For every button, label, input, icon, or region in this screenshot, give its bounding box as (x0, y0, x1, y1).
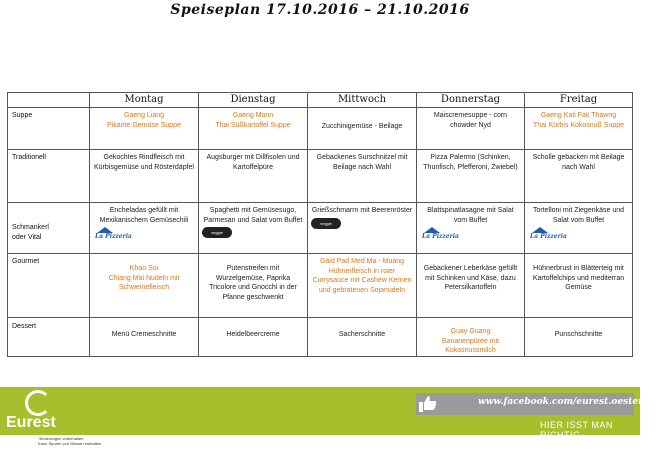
pizzeria-logo (422, 227, 521, 240)
dish-name: Putenstreifen mit Wurzelgemüse, Paprika Tricolore und Gnocchi in der Pfanne geschwenkt (209, 265, 297, 301)
menu-cell (90, 108, 199, 150)
dish-desc: Bananenpüree mit Kokosnussmilch (441, 337, 500, 354)
dish-name: Maiscremesuppe - corn chowder Nyd (433, 112, 508, 129)
dish-name: Gaeng Liang (123, 112, 165, 119)
menu-cell (308, 318, 417, 357)
row-suppe (8, 108, 633, 150)
menu-cell (90, 318, 199, 357)
menu-cell (199, 203, 308, 254)
pizzeria-logo-text: La Pizzeria (530, 233, 567, 240)
dish-name: Sacherschnitte (338, 331, 386, 338)
menu-cell: Gekochtes Rindfleisch mit Kürbisgemüse und Rösterdäpfel (90, 150, 199, 203)
menu-cell (417, 108, 525, 150)
dish-name: Heidelbeercreme (226, 331, 280, 338)
veggie-badge: veggie (202, 227, 232, 238)
header-row (8, 93, 633, 108)
logo-ring-icon (25, 390, 51, 416)
menu-cell: Scholle gebacken mit Beilage nach Wahl (525, 150, 633, 203)
menu-cell (308, 254, 417, 318)
menu-cell (90, 203, 199, 254)
dish-desc: Hühnerfleisch in roter Currysauce mit Cashew Kernen und gebratenen Sojanudeln (312, 267, 412, 294)
corner-cell (8, 93, 90, 108)
dish-name: Guay Guang (450, 328, 491, 335)
menu-cell (525, 203, 633, 254)
brand-name: Eurest (6, 414, 56, 431)
dish-name: Gaeng Mann (232, 112, 274, 119)
dish-name: Gebackener Leberkäse gefüllt mit Schinken und Käse, dazu Petersilkartoffeln (423, 265, 518, 291)
dish-name: Grießschmarrn mit Beerenröster (311, 207, 413, 214)
menu-cell (199, 254, 308, 318)
page-title: Speiseplan 17.10.2016 – 21.10.2016 (170, 2, 470, 18)
day-header: Freitag (525, 93, 633, 108)
footnote-line: *Änderungen vorbehalten (38, 436, 84, 441)
category-label-line: oder Vital (12, 233, 42, 241)
menu-cell (417, 318, 525, 357)
dish-desc: Chiang Mai Nudeln mit Schweinefleisch (108, 274, 180, 291)
dish-desc: Thai Süßkartoffel Suppe (215, 121, 291, 129)
dish-name: Tortelloni mit Ziegenkäse und Salat vom Buffet (532, 207, 625, 224)
row-traditionell (8, 150, 633, 203)
dish-name: Hühnerbrust in Blätterteig mit Kartoffelchips und mediterran Gemüse (532, 265, 625, 291)
day-header: Mittwoch (308, 93, 417, 108)
menu-cell (90, 254, 199, 318)
thumbs-up-icon (418, 394, 438, 414)
dish-name: Punschschnitte (554, 331, 603, 338)
menu-cell (525, 254, 633, 318)
dish-name: Khao Soi (129, 265, 159, 272)
dish-name: Spaghetti mit Gemüsesugo, Parmesan und Salat vom Buffet (203, 207, 303, 224)
pizzeria-logo-text: La Pizzeria (422, 233, 459, 240)
pizzeria-logo (95, 227, 195, 240)
category-label: Suppe (8, 108, 90, 150)
menu-cell (199, 318, 308, 357)
menu-cell (308, 203, 417, 254)
facebook-link[interactable]: www.facebook.com/eurest.oesterreich (478, 397, 669, 407)
menu-cell: Gebackenes Surschnitzel mit Beilage nach Wahl (308, 150, 417, 203)
dish-desc: Pikante Gemüse Suppe (107, 121, 181, 129)
dish-name: Blattspinatlasagne mit Salat vom Buffet (427, 207, 514, 224)
row-schmankerl (8, 203, 633, 254)
dish-name: Gaid Pad Med Ma - Muang (319, 258, 405, 265)
eurest-logo (0, 390, 62, 435)
footnote (38, 436, 101, 446)
dish-name: Menü Cremeschnitte (111, 331, 177, 338)
category-label: Gourmet (8, 254, 90, 318)
menu-cell (525, 318, 633, 357)
pizzeria-logo (530, 227, 629, 240)
menu-cell (308, 108, 417, 150)
category-label-line: Schmankerl (12, 224, 49, 231)
dish-name: Zucchinigemüse - Beilage (321, 123, 403, 130)
dish-name: Encheladas gefüllt mit Mexikanischem Gemüsechili (99, 207, 189, 224)
dish-name: Gaeng Kati Fak Thawng (540, 112, 617, 119)
pizzeria-logo-text: La Pizzeria (95, 233, 132, 240)
menu-cell (199, 108, 308, 150)
day-header: Donnerstag (417, 93, 525, 108)
category-label: Traditionell (8, 150, 90, 203)
menu-cell (417, 203, 525, 254)
dish-desc: Thai Kürbis Kokosnuß Suppe (532, 121, 625, 129)
footnote-line: Kann Spuren von Nüssen enthalten (38, 441, 102, 446)
category-label: Dessert (8, 318, 90, 357)
menu-cell (417, 254, 525, 318)
day-header: Montag (90, 93, 199, 108)
menu-cell (525, 108, 633, 150)
menu-cell: Pizza Palermo (Schinken, Thunfisch, Pfefferoni, Zwiebel) (417, 150, 525, 203)
day-header: Dienstag (199, 93, 308, 108)
slogan: HIER ISST MAN RICHTIG (540, 420, 613, 440)
veggie-badge: veggie (311, 218, 341, 229)
menu-cell: Augsburger mit Dillfisolen und Kartoffelpüre (199, 150, 308, 203)
menu-table (7, 92, 633, 357)
category-label (8, 203, 90, 254)
row-gourmet (8, 254, 633, 318)
row-dessert (8, 318, 633, 357)
